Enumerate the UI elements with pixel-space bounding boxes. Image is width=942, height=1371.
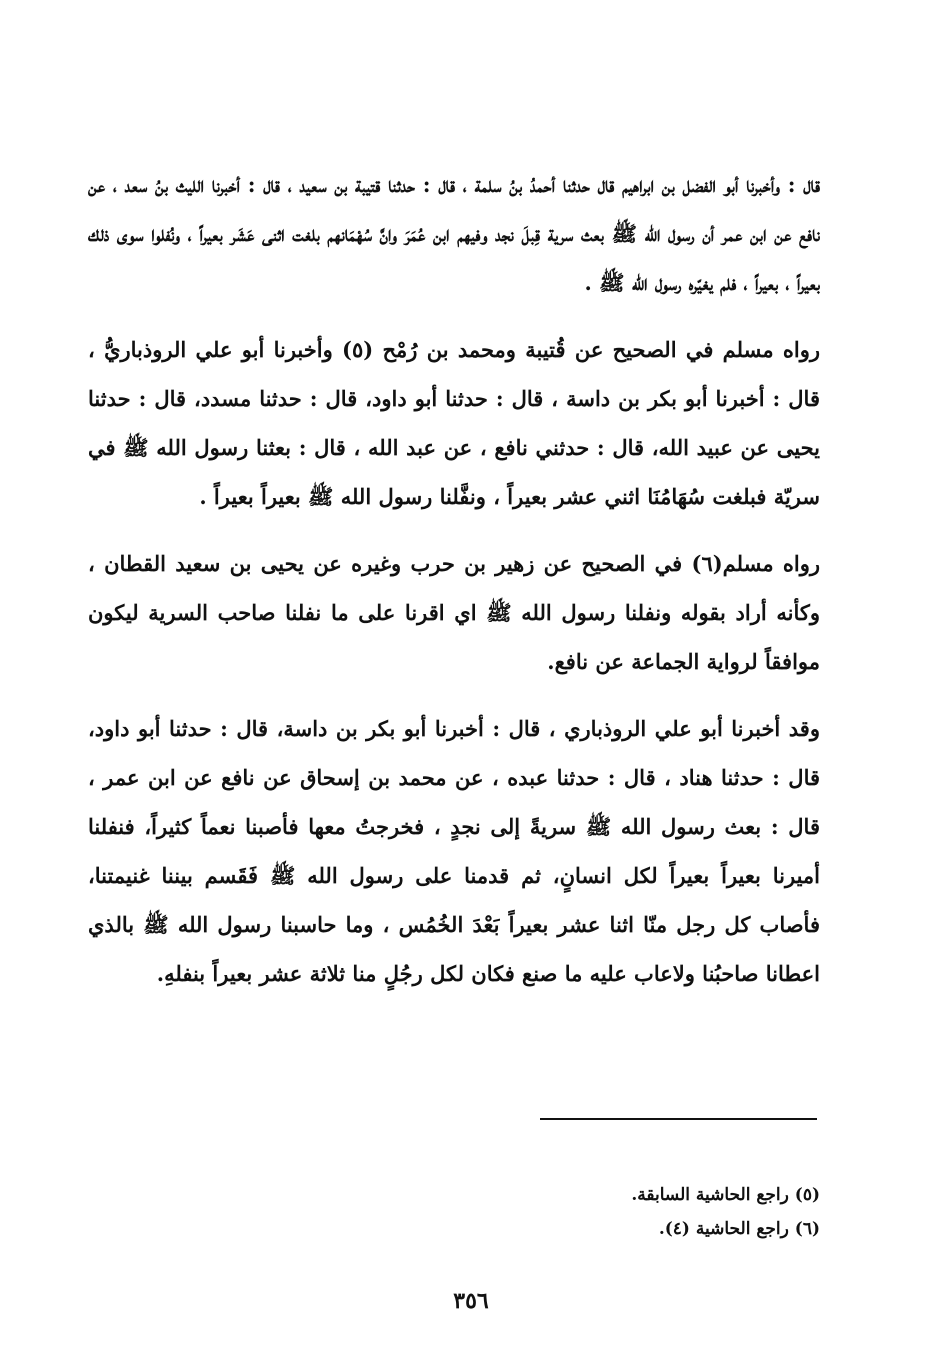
footnote-divider (540, 1118, 817, 1120)
paragraph-1: قال : وأخبرنا أبو الفضل بن ابراهيم قال حدثنا أحمدُ بنُ سلمة ، قال : حدثنا قتيبة بن سعيد ، قال : أخبرنا الليث بنُ سعد ، عن نافع عن ابن عمر أن رسول الله ﷺ بعث سرية قِبلَ نجد وفيهم ابن عُمَرَ وانَّ سُهْمَانهم بلغت اثنى عَشَر بعيراً ، ونُفلوا سوى ذلك بعيراً ، بعيراً ، فلم يغيّره رسول الله ﷺ . (88, 172, 820, 295)
footnote-5: (٥) راجع الحاشية السابقة. (631, 1185, 820, 1205)
footnotes (420, 1178, 820, 1246)
main-text (88, 160, 820, 1016)
footnote-6: (٦) راجع الحاشية (٤). (658, 1219, 820, 1239)
paragraph-2: رواه مسلم في الصحيح عن قُتيبة ومحمد بن رُمْح (٥) وأخبرنا أبو علي الروذباريُّ ، قال : أخبرنا أبو بكر بن داسة ، قال : حدثنا أبو داود، قال : حدثنا مسدد، قال : حدثنا يحيى عن عبيد الله، قال : حدثني نافع ، عن عبد الله ، قال : بعثنا رسول الله ﷺ في سريّة فبلغت سُهَامُنَا اثني عشر بعيراً ، ونفَّلنا رسول الله ﷺ بعيراً بعيراً . (88, 337, 820, 509)
paragraph-3: رواه مسلم(٦) في الصحيح عن زهير بن حرب وغيره عن يحيى بن سعيد القطان ، وكأنه أراد بقوله ونفلنا رسول الله ﷺ اي اقرنا على ما نفلنا صاحب السرية ليكون موافقاً لرواية الجماعة عن نافع. (88, 551, 820, 674)
paragraph-4: وقد أخبرنا أبو علي الروذباري ، قال : أخبرنا أبو بكر بن داسة، قال : حدثنا أبو داود، قال : حدثنا هناد ، قال : حدثنا عبده ، عن محمد بن إسحاق عن نافع عن ابن عمر ، قال : بعث رسول الله ﷺ سريةً إلى نجدٍ ، فخرجتُ معها فأصبنا نعماً كثيراً، فنفلنا أميرنا بعيراً بعيراً لكل انسانٍ، ثم قدمنا على رسول الله ﷺ فَقَسم بيننا غنيمتنا، فأصاب كل رجل منّا اثنا عشر بعيراً بَعْدَ الخُمُس ، وما حاسبنا رسول الله ﷺ بالذي اعطانا صاحبُنا ولاعاب عليه ما صنع فكان لكل رجُلٍ منا ثلاثة عشر بعيراً بنفلهِ. (88, 716, 820, 986)
page-number: ٣٥٦ (453, 1288, 489, 1314)
